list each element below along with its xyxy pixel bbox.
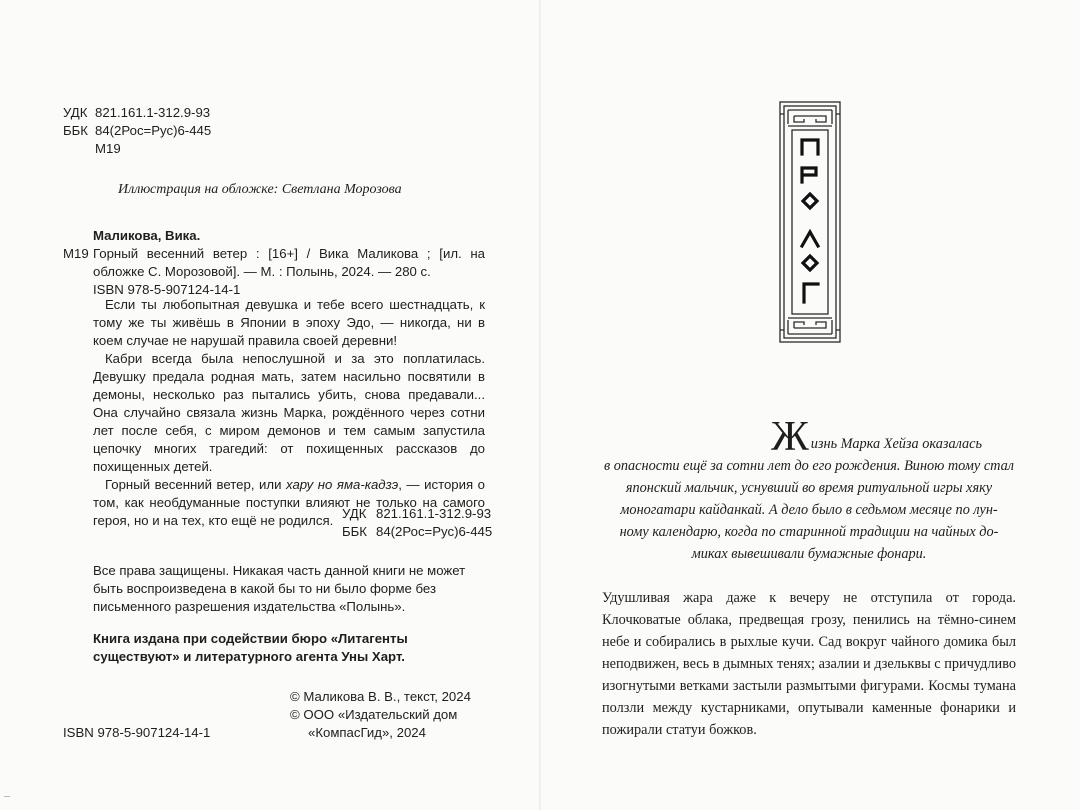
- udk-value: 821.161.1-312.9-93: [95, 105, 211, 120]
- bbk-label: ББК: [63, 123, 88, 138]
- classification-block: [63, 104, 211, 158]
- udk-label: УДК: [63, 105, 88, 120]
- story-text: [602, 414, 1016, 741]
- glyph-l: [802, 232, 818, 246]
- epigraph-line: миках вывешивали бумажные фонари.: [691, 546, 927, 562]
- epigraph-line: японский мальчик, уснувший во время ритуальной игры хяку: [625, 480, 993, 496]
- page-edge-mark: [4, 796, 10, 797]
- support-notice: Книга издана при содействии бюро «Литагенты существуют» и литературного агента Уны Харт.: [93, 631, 408, 664]
- epigraph-first-line: [602, 414, 1016, 460]
- annotation-text: Горный весенний ветер, или: [105, 477, 286, 492]
- bbk-value: 84(2Рос=Рус)6-445: [376, 524, 493, 539]
- copyright-block: [290, 688, 471, 742]
- author-heading: Маликова, Вика.: [93, 228, 201, 243]
- epigraph: [602, 414, 1016, 565]
- annotation-italic-term: хару но яма-кадзэ: [286, 477, 399, 492]
- copyright-line: «КомпасГид», 2024: [308, 725, 426, 740]
- ornamental-frame: [778, 100, 842, 344]
- epigraph-text: изнь Марка Хейза оказалась: [810, 436, 982, 452]
- bbk-value: 84(2Рос=Рус)6-445: [95, 123, 212, 138]
- isbn-line: ISBN 978-5-907124-14-1: [93, 282, 241, 297]
- glyph-g: [804, 284, 818, 302]
- illustration-credit: Иллюстрация на обложке: Светлана Морозова: [118, 182, 402, 197]
- bib-author-sign: М19: [63, 246, 89, 261]
- annotation-paragraph: Если ты любопытная девушка и тебе всего шестнадцать, к тому же ты живёшь в Японии в эпоху Эдо, — никогда, ни в коем случае не нарушай правила своей деревни!: [93, 297, 485, 348]
- udk-row: [63, 104, 211, 122]
- annotation: [93, 296, 485, 530]
- rights-notice: Все права защищены. Никакая часть данной книги не может быть воспроизведена в какой бы то ни было форме без письменного разрешения издательства «Полынь».: [93, 563, 466, 614]
- bbk-row: [63, 122, 211, 140]
- bibliographic-description: Горный весенний ветер : [16+] / Вика Маликова ; [ил. на обложке С. Морозовой]. — М. : Полынь, 2024. — 280 с.: [93, 246, 485, 279]
- glyph-p: [802, 140, 818, 154]
- author-sign-row: [63, 140, 211, 158]
- copyright-line: © Маликова В. В., текст, 2024: [290, 689, 471, 704]
- isbn-bottom: ISBN 978-5-907124-14-1: [63, 725, 211, 740]
- author-sign: М19: [95, 141, 121, 156]
- epigraph-line: моногатари кайданкай. А дело было в седьмом месяце по лун-: [620, 502, 998, 518]
- classification-repeat: [342, 505, 492, 541]
- chapter-title-frame: [778, 100, 842, 344]
- udk-label: УДК: [342, 506, 367, 521]
- glyph-r: [802, 168, 816, 182]
- glyph-o: [803, 194, 817, 208]
- glyph-o2: [803, 256, 817, 270]
- dropcap: Ж: [771, 414, 809, 460]
- bbk-row: [342, 523, 492, 541]
- bbk-label: ББК: [342, 524, 367, 539]
- body-paragraph: Удушливая жара даже к вечеру не отступила от города. Клочковатые облака, предвещая грозу, пенились на тёмно-синем небе и собирались в рыхлые кучи. Сад вокруг чайного домика был неподвижен, весь в дымных тенях; азалии и дзельквы с причудливо изогнутыми ветками застыли размытыми фигурами. Космы тумана ползли между кустарниками, опутывали каменные фонарики и пожирали статуи божков.: [602, 590, 1016, 738]
- udk-value: 821.161.1-312.9-93: [376, 506, 492, 521]
- annotation-paragraph: Кабри всегда была непослушной и за это поплатилась. Девушку предала родная мать, затем насильно посвятили в демоны, несколько раз пытались убить, снова предавали... Она случайно связала жизнь Марка, рождённого через сотни лет после себя, с миром демонов и тем самым запустила цепочку многих трагедий: от похищенных рассказов до похищенных детей.: [93, 351, 485, 474]
- annotation-text: , — история о том, как необдуманные поступки влияют не только на самого героя, но и на тех, кто ещё не родился.: [93, 477, 485, 528]
- udk-row: [342, 505, 492, 523]
- epigraph-line: ному календарю, когда по старинной традиции на чайных до-: [619, 524, 999, 540]
- copyright-line: © ООО «Издательский дом: [290, 707, 458, 722]
- prologue-page: [540, 0, 1080, 810]
- epigraph-line: в опасности ещё за сотни лет до его рождения. Виною тому стал: [603, 458, 1015, 474]
